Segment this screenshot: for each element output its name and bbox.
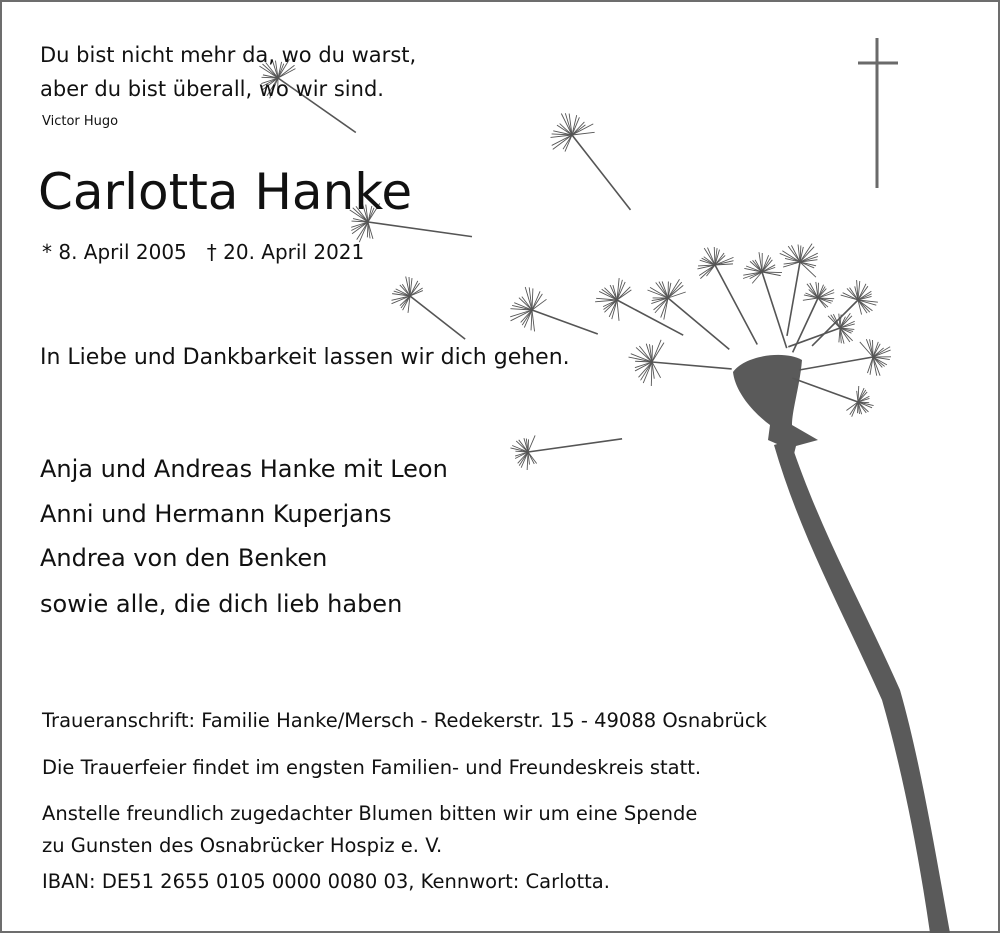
dandelion-seed xyxy=(780,244,818,336)
birth-date: * 8. April 2005 xyxy=(42,240,187,264)
quote-author: Victor Hugo xyxy=(42,114,119,129)
funeral-note: Die Trauerfeier findet im engsten Familien- und Freundeskreis statt. xyxy=(42,756,702,779)
dandelion-seed xyxy=(812,280,878,346)
mourner-line: Andrea von den Benken xyxy=(40,544,328,572)
dandelion-stem xyxy=(774,440,950,933)
donation-note: Anstelle freundlich zugedachter Blumen bitten wir um eine Spende xyxy=(42,802,698,825)
dandelion-seed xyxy=(792,378,873,417)
cross-icon xyxy=(858,38,898,188)
mourner-line: Anni und Hermann Kuperjans xyxy=(40,500,392,528)
farewell-message: In Liebe und Dankbarkeit lassen wir dich gehen. xyxy=(40,345,570,370)
condolence-address: Traueranschrift: Familie Hanke/Mersch - Redekerstr. 15 - 49088 Osnabrück xyxy=(42,709,767,732)
quote-line-2: aber du bist überall, wo wir sind. xyxy=(40,77,384,101)
quote-line-1: Du bist nicht mehr da, wo du warst, xyxy=(40,43,417,67)
dandelion-seed xyxy=(510,287,598,334)
deceased-name: Carlotta Hanke xyxy=(38,163,413,221)
dandelion-seed xyxy=(743,252,787,348)
dandelion-seeds xyxy=(259,59,891,470)
dandelion-seed xyxy=(510,435,622,470)
dandelion-seed xyxy=(648,279,730,349)
death-date: † 20. April 2021 xyxy=(206,240,365,264)
mourner-line: sowie alle, die dich lieb haben xyxy=(40,590,403,618)
dandelion-seed xyxy=(551,113,631,210)
donation-recipient: zu Gunsten des Osnabrücker Hospiz e. V. xyxy=(42,834,443,857)
donation-iban: IBAN: DE51 2655 0105 0000 0080 03, Kennwort: Carlotta. xyxy=(42,870,610,893)
mourner-line: Anja und Andreas Hanke mit Leon xyxy=(40,455,448,483)
dandelion-seed xyxy=(793,282,835,352)
dandelion-seed xyxy=(392,276,466,339)
life-dates xyxy=(42,240,364,264)
dandelion-seed xyxy=(629,340,732,386)
